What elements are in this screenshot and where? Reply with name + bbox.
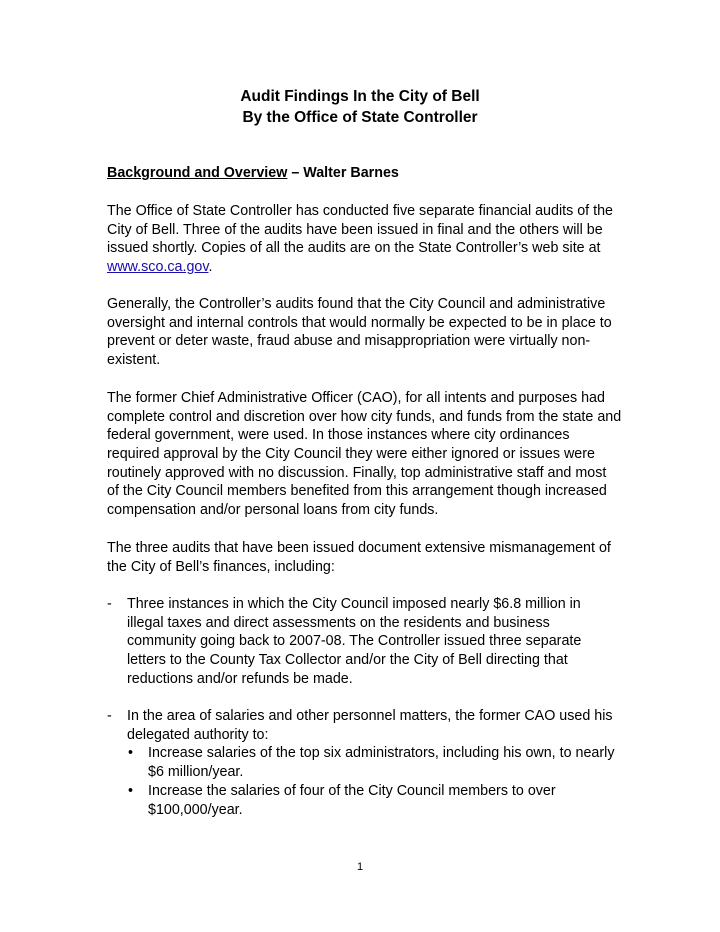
paragraph-line: required approval by the City Council they were either ignored or issues were <box>107 446 595 463</box>
paragraph-line: Generally, the Controller’s audits found that the City Council and administrative <box>107 296 606 312</box>
section-heading <box>107 164 399 183</box>
paragraph-cao-control <box>107 389 627 520</box>
paragraph-line: complete control and discretion over how city funds, and funds from the state and <box>107 408 622 425</box>
paragraph-line: The Office of State Controller has conducted five separate financial audits of the <box>107 203 613 219</box>
paragraph-line <box>107 258 627 277</box>
paragraph-line: City of Bell. Three of the audits have been issued in final and the others will be <box>107 221 603 238</box>
paragraph-line: prevent or deter waste, fraud abuse and misappropriation were virtually non- <box>107 333 591 350</box>
page-number: 1 <box>356 861 364 873</box>
paragraph-line: issued shortly. Copies of all the audits are on the State Controller’s web site at <box>107 240 601 257</box>
paragraph-line: routinely approved with no discussion. Finally, top administrative staff and most <box>107 464 607 481</box>
bullet-item-line: $100,000/year. <box>148 801 243 818</box>
title-line-1: Audit Findings In the City of Bell <box>240 88 480 105</box>
list-item-line: illegal taxes and direct assessments on the residents and business <box>127 614 550 631</box>
bullet-item-line: Increase the salaries of four of the City Council members to over <box>148 783 556 799</box>
dash-marker: - <box>107 708 112 724</box>
paragraph-line: oversight and internal controls that would normally be expected to be in place to <box>107 314 612 331</box>
paragraph-line: compensation and/or personal loans from city funds. <box>107 502 439 519</box>
paragraph-line: existent. <box>107 352 161 369</box>
paragraph-mismanagement <box>107 539 627 576</box>
bullet-item-line: $6 million/year. <box>148 763 244 780</box>
list-item-line: Three instances in which the City Council imposed nearly $6.8 million in <box>127 596 581 612</box>
sco-website-link[interactable]: www.sco.ca.gov <box>107 259 209 276</box>
section-heading-author: – Walter Barnes <box>287 165 399 181</box>
title-line-2: By the Office of State Controller <box>242 109 478 126</box>
bullet-marker: • <box>128 745 134 761</box>
list-item-line: reductions and/or refunds be made. <box>127 670 353 687</box>
bullet-item-line: Increase salaries of the top six administrators, including his own, to nearly <box>148 745 615 761</box>
list-item-line: delegated authority to: <box>127 726 269 743</box>
list-item-line: In the area of salaries and other personnel matters, the former CAO used his <box>127 708 613 724</box>
paragraph-general-findings <box>107 295 627 370</box>
paragraph-line: the City of Bell’s finances, including: <box>107 558 335 575</box>
list-item-line: community going back to 2007-08. The Controller issued three separate <box>127 633 582 650</box>
bullet-marker: • <box>128 783 134 799</box>
paragraph-line: of the City Council members benefited from this arrangement though increased <box>107 483 607 500</box>
paragraph-audits-overview <box>107 202 627 277</box>
dash-marker: - <box>107 596 112 612</box>
list-item-line: letters to the County Tax Collector and/or the City of Bell directing that <box>127 652 568 669</box>
link-suffix: . <box>208 259 213 276</box>
paragraph-line: The three audits that have been issued document extensive mismanagement of <box>107 540 611 556</box>
paragraph-line: The former Chief Administrative Officer (CAO), for all intents and purposes had <box>107 390 605 406</box>
document-title <box>0 86 720 128</box>
paragraph-line: federal government, were used. In those instances where city ordinances <box>107 427 570 444</box>
section-heading-title: Background and Overview <box>107 165 288 181</box>
